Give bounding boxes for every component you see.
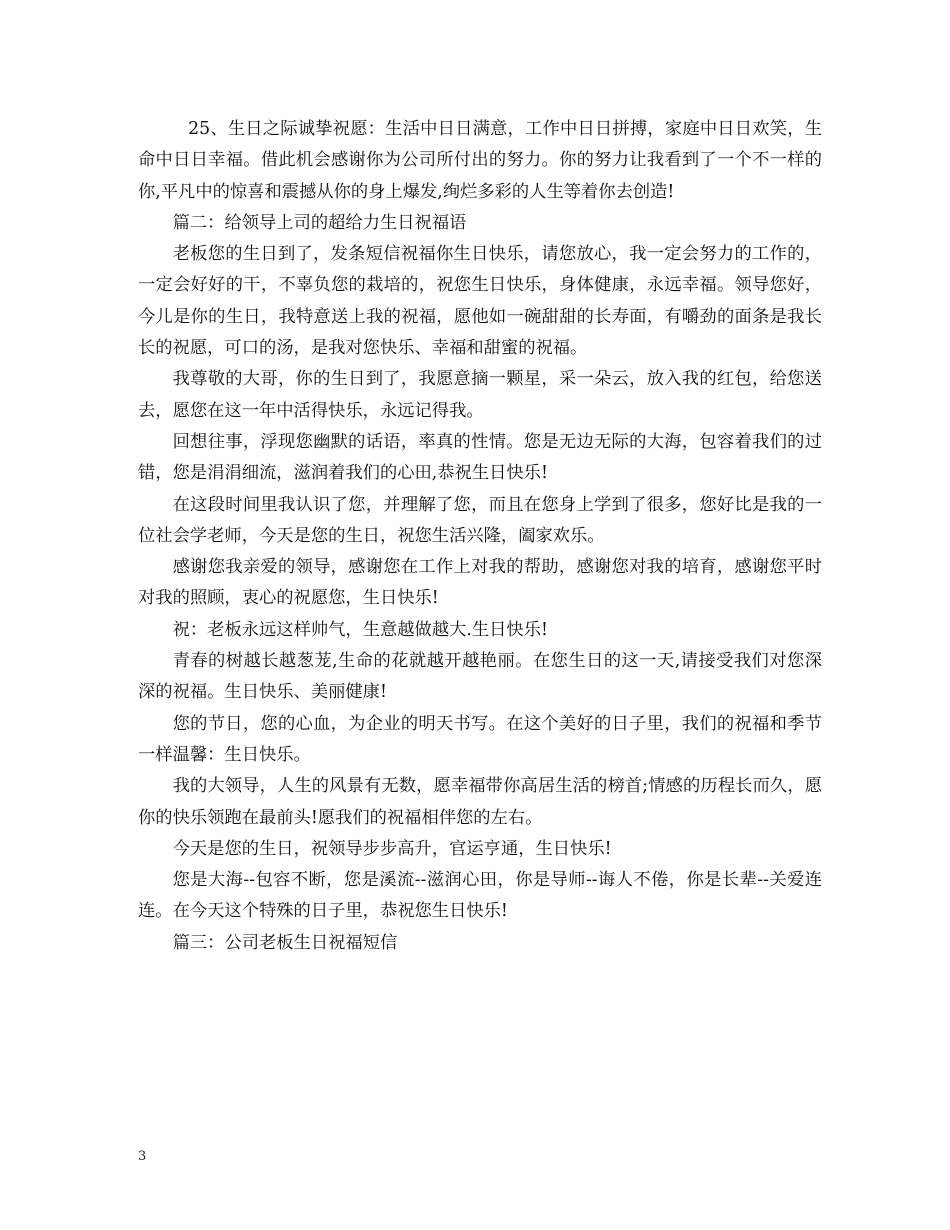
paragraph-big-brother: 我尊敬的大哥，你的生日到了，我愿意摘一颗星，采一朵云，放入我的红包，给您送去，愿您在这一年中活得快乐，永远记得我。 bbox=[138, 369, 822, 421]
section-heading-part-two: 篇二：给领导上司的超给力生日祝福语 bbox=[172, 212, 467, 233]
section-heading-part-three: 篇三：公司老板生日祝福短信 bbox=[172, 932, 398, 953]
paragraph-birthday-wish-25: 25、生日之际诚挚祝愿：生活中日日满意，工作中日日拼搏，家庭中日日欢笑，生命中日日幸福。借此机会感谢你为公司所付出的努力。你的努力让我看到了一个不一样的你,平凡中的惊喜和震撼从你的身上爆发,绚烂多彩的人生等着你去创造! bbox=[138, 119, 822, 202]
document-body bbox=[138, 114, 822, 959]
paragraph-thanks-leader: 感谢您我亲爱的领导，感谢您在工作上对我的帮助，感谢您对我的培育，感谢您平时对我的照顾，衷心的祝愿您，生日快乐! bbox=[138, 557, 822, 609]
paragraph-youth-tree: 青春的树越长越葱茏,生命的花就越开越艳丽。在您生日的这一天,请接受我们对您深深的祝福。生日快乐、美丽健康! bbox=[138, 651, 822, 703]
paragraph-teacher: 在这段时间里我认识了您，并理解了您，而且在您身上学到了很多，您好比是我的一位社会学老师，今天是您的生日，祝您生活兴隆，阖家欢乐。 bbox=[138, 494, 822, 546]
paragraph-your-festival: 您的节日，您的心血，为企业的明天书写。在这个美好的日子里，我们的祝福和季节一样温馨：生日快乐。 bbox=[138, 713, 822, 765]
paragraph-boss-birthday: 老板您的生日到了，发条短信祝福你生日快乐，请您放心，我一定会努力的工作的，一定会好好的干，不辜负您的栽培的，祝您生日快乐，身体健康，永远幸福。领导您好，今儿是你的生日，我特意送上我的祝福，愿他如一碗甜甜的长寿面，有嚼劲的面条是我长长的祝愿，可口的汤，是我对您快乐、幸福和甜蜜的祝福。 bbox=[138, 244, 822, 359]
page-number: 3 bbox=[138, 1149, 147, 1164]
paragraph-big-leader: 我的大领导，人生的风景有无数，愿幸福带你高居生活的榜首;情感的历程长而久，愿你的快乐领跑在最前头!愿我们的祝福相伴您的左右。 bbox=[138, 776, 822, 828]
paragraph-you-are-sea: 您是大海--包容不断，您是溪流--滋润心田，你是导师--诲人不倦，你是长辈--关爱连连。在今天这个特殊的日子里，恭祝您生日快乐! bbox=[138, 870, 822, 922]
paragraph-recall-past: 回想往事，浮现您幽默的话语，率真的性情。您是无边无际的大海，包容着我们的过错，您是涓涓细流，滋润着我们的心田,恭祝生日快乐! bbox=[138, 431, 822, 484]
paragraph-wish-boss: 祝：老板永远这样帅气，生意越做越大.生日快乐! bbox=[172, 619, 548, 640]
paragraph-promotion-wish: 今天是您的生日，祝领导步步高升，官运亨通，生日快乐! bbox=[172, 838, 612, 859]
